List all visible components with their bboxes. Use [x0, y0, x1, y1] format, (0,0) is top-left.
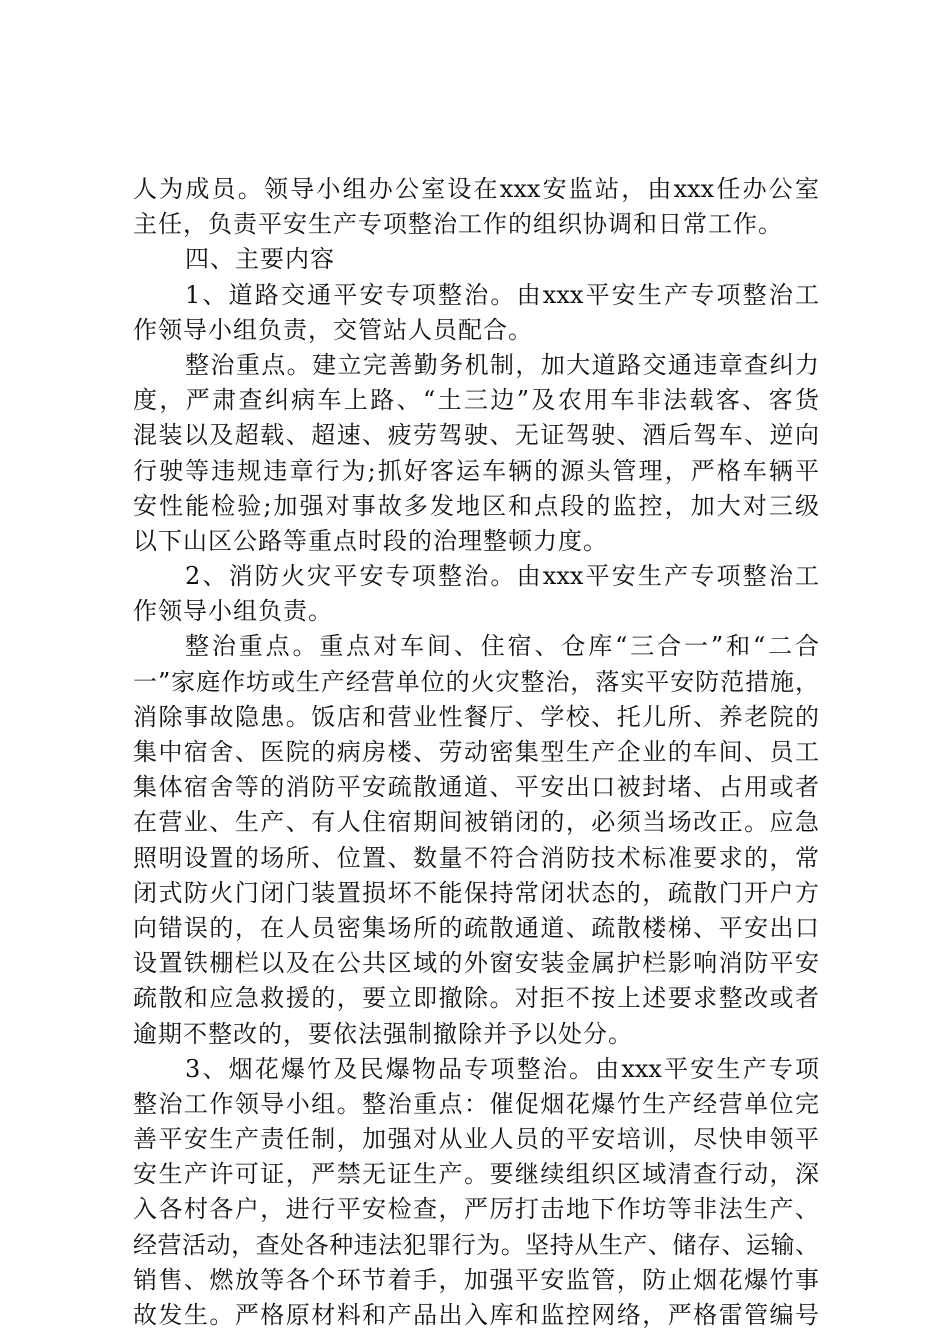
- text-line: 入各村各户，进行平安检查，严厉打击地下作坊等非法生产、: [133, 1195, 819, 1224]
- text-line: 消除事故隐患。饭店和营业性餐厅、学校、托儿所、养老院的: [133, 702, 819, 731]
- text-line: 行驶等违规违章行为;抓好客运车辆的源头管理，严格车辆平: [133, 456, 819, 485]
- text-line: 作领导小组负责。: [133, 597, 333, 626]
- text-line: 主任，负责平安生产专项整治工作的组织协调和日常工作。: [133, 210, 783, 239]
- text-line: 集体宿舍等的消防平安疏散通道、平安出口被封堵、占用或者: [133, 773, 819, 802]
- text-line: 整治工作领导小组。整治重点：催促烟花爆竹生产经营单位完: [133, 1089, 819, 1118]
- text-line: 善平安生产责任制，加强对从业人员的平安培训，尽快申领平: [133, 1125, 819, 1154]
- text-line: 在营业、生产、有人住宿期间被销闭的，必须当场改正。应急: [133, 808, 819, 837]
- text-line: 混装以及超载、超速、疲劳驾驶、无证驾驶、酒后驾车、逆向: [133, 421, 819, 450]
- text-line: 故发生。严格原材料和产品出入库和监控网络，严格雷管编号: [133, 1301, 819, 1329]
- text-line: 作领导小组负责，交管站人员配合。: [133, 315, 533, 344]
- text-line: 逾期不整改的，要依法强制撤除并予以处分。: [133, 1019, 633, 1048]
- text-line: 安性能检验;加强对事故多发地区和点段的监控，加大对三级: [133, 491, 819, 520]
- text-line: 2、消防火灾平安专项整治。由xxx平安生产专项整治工: [185, 562, 819, 591]
- text-line: 四、主要内容: [185, 245, 335, 274]
- text-line: 疏散和应急救援的，要立即撤除。对拒不按上述要求整改或者: [133, 984, 819, 1013]
- text-line: 销售、燃放等各个环节着手，加强平安监管，防止烟花爆竹事: [133, 1265, 819, 1294]
- text-line: 3、烟花爆竹及民爆物品专项整治。由xxx平安生产专项: [185, 1054, 819, 1083]
- text-line: 整治重点。重点对车间、住宿、仓库“三合一”和“二合: [185, 632, 819, 661]
- text-line: 整治重点。建立完善勤务机制，加大道路交通违章查纠力: [185, 350, 819, 379]
- text-line: 设置铁棚栏以及在公共区域的外窗安装金属护栏影响消防平安: [133, 949, 819, 978]
- text-line: 照明设置的场所、位置、数量不符合消防技术标准要求的，常: [133, 843, 819, 872]
- text-line: 1、道路交通平安专项整治。由xxx平安生产专项整治工: [185, 280, 819, 309]
- text-line: 集中宿舍、医院的病房楼、劳动密集型生产企业的车间、员工: [133, 738, 819, 766]
- text-line: 经营活动，查处各种违法犯罪行为。坚持从生产、储存、运输、: [133, 1230, 819, 1259]
- text-line: 以下山区公路等重点时段的治理整顿力度。: [133, 526, 608, 555]
- text-line: 向错误的，在人员密集场所的疏散通道、疏散楼梯、平安出口: [133, 913, 819, 942]
- document-body: [133, 172, 819, 1333]
- text-line: 一”家庭作坊或生产经营单位的火灾整治，落实平安防范措施，: [133, 667, 819, 696]
- text-line: 闭式防火门闭门装置损坏不能保持常闭状态的，疏散门开户方: [133, 878, 819, 907]
- text-line: 度，严肃查纠病车上路、“土三边”及农用车非法载客、客货: [133, 386, 819, 415]
- text-line: 人为成员。领导小组办公室设在xxx安监站，由xxx任办公室: [133, 175, 819, 203]
- text-line: 安生产许可证，严禁无证生产。要继续组织区域清查行动，深: [133, 1160, 819, 1189]
